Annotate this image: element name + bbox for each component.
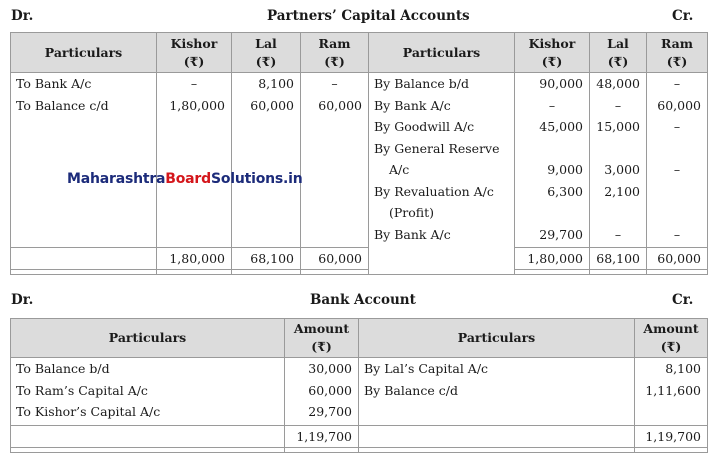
amount-cell: 60,000 — [657, 97, 701, 113]
capital-cr-total-lal: 68,100 — [590, 248, 647, 270]
amount-cell: 90,000 — [539, 76, 583, 91]
rule-cell — [590, 270, 647, 275]
bank-double-rule-row — [11, 448, 708, 453]
amount-cell: 60,000 — [250, 97, 294, 113]
watermark-part-1: Maharashtra — [67, 171, 166, 187]
bank-title: Bank Account — [310, 292, 416, 308]
capital-dr-total-kishor: 1,80,000 — [157, 248, 232, 270]
bank-account-table — [10, 318, 708, 453]
list-item: To Ram’s Capital A/c — [16, 382, 148, 398]
watermark-part-2: Board — [165, 171, 211, 187]
capital-body-row — [11, 73, 708, 248]
lal-header-label: Lal — [607, 35, 629, 51]
list-item: To Balance c/d — [16, 97, 109, 113]
amount-cell: 30,000 — [308, 361, 352, 376]
rule-cell — [232, 270, 301, 275]
list-item: By Lal’s Capital A/c — [364, 361, 489, 376]
bank-dr-amount-header — [285, 319, 359, 358]
amount-cell: – — [673, 162, 681, 177]
amount-header-label: Amount — [293, 321, 350, 336]
list-item: By Balance c/d — [364, 382, 458, 398]
amount-cell: 29,700 — [308, 404, 352, 419]
watermark-logo — [67, 171, 303, 187]
rule-cell — [285, 448, 359, 453]
amount-cell: 9,000 — [547, 162, 583, 177]
lal-header-label: Lal — [255, 35, 277, 51]
list-item: By General Reserve — [374, 140, 500, 156]
amount-cell — [515, 202, 589, 224]
capital-cr-lal — [590, 73, 647, 248]
list-item: (Profit) — [389, 205, 435, 220]
kishor-header-unit: (₹) — [541, 53, 563, 69]
lal-header-unit: (₹) — [255, 53, 277, 69]
capital-cr-ram — [647, 73, 708, 248]
bank-dr-particulars — [11, 358, 285, 426]
amount-cell: 3,000 — [604, 162, 640, 177]
amount-header-unit: (₹) — [311, 339, 332, 354]
list-item: To Kishor’s Capital A/c — [16, 404, 161, 419]
amount-header-unit: (₹) — [660, 339, 682, 354]
bank-dr-amounts — [285, 358, 359, 426]
rule-cell — [11, 270, 157, 275]
amount-cell — [647, 138, 707, 160]
capital-dr-total-blank — [11, 248, 157, 270]
list-item: By Revaluation A/c — [374, 183, 494, 199]
capital-dr-kishor-header — [157, 33, 232, 73]
list-item: To Bank A/c — [16, 76, 92, 91]
amount-cell: 45,000 — [539, 119, 583, 134]
amount-cell: 1,11,600 — [645, 382, 701, 398]
amount-cell — [647, 181, 707, 203]
rule-cell — [301, 270, 369, 275]
bank-dr-total-blank — [11, 426, 285, 448]
amount-cell: – — [190, 76, 198, 91]
bank-cr-total-blank — [359, 426, 635, 448]
lal-header-unit: (₹) — [607, 53, 629, 69]
capital-dr-total-lal: 68,100 — [232, 248, 301, 270]
rule-cell — [515, 270, 590, 275]
capital-cr-kishor-header — [515, 33, 590, 73]
capital-total-row — [11, 248, 708, 270]
bank-cr-amounts — [635, 358, 708, 426]
capital-dr-kishor — [157, 73, 232, 248]
capital-dr-lal-header — [232, 33, 301, 73]
capital-cr-total-ram: 60,000 — [647, 248, 708, 270]
capital-cr-lal-header — [590, 33, 647, 73]
amount-cell: 29,700 — [539, 226, 583, 242]
amount-cell: – — [673, 119, 681, 134]
amount-cell: 60,000 — [308, 382, 352, 398]
amount-cell: – — [548, 97, 556, 113]
amount-cell: – — [614, 97, 622, 113]
ram-header-unit: (₹) — [324, 53, 345, 69]
rule-cell — [11, 448, 285, 453]
ram-header-label: Ram — [318, 35, 351, 51]
capital-cr-label: Cr. — [672, 8, 694, 24]
kishor-header-unit: (₹) — [183, 53, 205, 69]
amount-cell: 1,80,000 — [169, 97, 225, 113]
bank-cr-particulars — [359, 358, 635, 426]
capital-dr-total-ram: 60,000 — [301, 248, 369, 270]
list-item: By Goodwill A/c — [374, 119, 475, 134]
capital-cr-total-kishor: 1,80,000 — [515, 248, 590, 270]
ram-header-label: Ram — [660, 35, 693, 51]
watermark-part-3: Solutions.in — [210, 171, 303, 187]
bank-body-row — [11, 358, 708, 426]
amount-cell: 48,000 — [596, 76, 640, 91]
rule-cell — [647, 270, 708, 275]
amount-cell: 8,100 — [258, 76, 294, 91]
amount-cell: – — [614, 226, 622, 242]
capital-cr-particulars-header: Particulars — [369, 33, 515, 73]
kishor-header-label: Kishor — [170, 35, 218, 51]
rule-cell — [635, 448, 708, 453]
list-item: By Bank A/c — [374, 226, 451, 242]
capital-double-rule-row — [11, 270, 708, 275]
bank-dr-total: 1,19,700 — [285, 426, 359, 448]
capital-cr-kishor — [515, 73, 590, 248]
capital-dr-ram-header — [301, 33, 369, 73]
bank-cr-amount-header — [635, 319, 708, 358]
bank-cr-particulars-header: Particulars — [359, 319, 635, 358]
bank-header-row — [11, 319, 708, 358]
capital-dr-particulars-header: Particulars — [11, 33, 157, 73]
capital-dr-ram — [301, 73, 369, 248]
ram-header-unit: (₹) — [666, 53, 688, 69]
amount-cell — [647, 202, 707, 224]
amount-cell — [590, 202, 646, 224]
capital-account-table — [10, 32, 708, 275]
amount-cell — [590, 138, 646, 160]
amount-cell: 15,000 — [596, 119, 640, 134]
capital-dr-label: Dr. — [11, 8, 34, 24]
amount-cell: – — [331, 76, 338, 91]
amount-cell: – — [673, 76, 681, 91]
list-item: By Bank A/c — [374, 97, 451, 113]
bank-total-row — [11, 426, 708, 448]
amount-cell: – — [673, 226, 681, 242]
list-item: By Balance b/d — [374, 76, 469, 91]
rule-cell — [157, 270, 232, 275]
capital-cr-ram-header — [647, 33, 708, 73]
kishor-header-label: Kishor — [528, 35, 576, 51]
amount-cell: 60,000 — [318, 97, 362, 113]
capital-header-row — [11, 33, 708, 73]
amount-cell: 2,100 — [604, 183, 640, 199]
capital-dr-particulars — [11, 73, 157, 248]
capital-dr-lal — [232, 73, 301, 248]
capital-cr-particulars — [369, 73, 515, 275]
capital-title: Partners’ Capital Accounts — [267, 8, 470, 24]
bank-cr-label: Cr. — [672, 292, 694, 308]
bank-dr-particulars-header: Particulars — [11, 319, 285, 358]
amount-cell — [515, 138, 589, 160]
bank-dr-label: Dr. — [11, 292, 34, 308]
amount-cell: 8,100 — [665, 361, 701, 376]
rule-cell — [359, 448, 635, 453]
amount-cell: 6,300 — [547, 183, 583, 199]
list-item: To Balance b/d — [16, 361, 110, 376]
list-item: A/c — [389, 162, 410, 177]
amount-header-label: Amount — [643, 321, 699, 336]
bank-cr-total: 1,19,700 — [635, 426, 708, 448]
